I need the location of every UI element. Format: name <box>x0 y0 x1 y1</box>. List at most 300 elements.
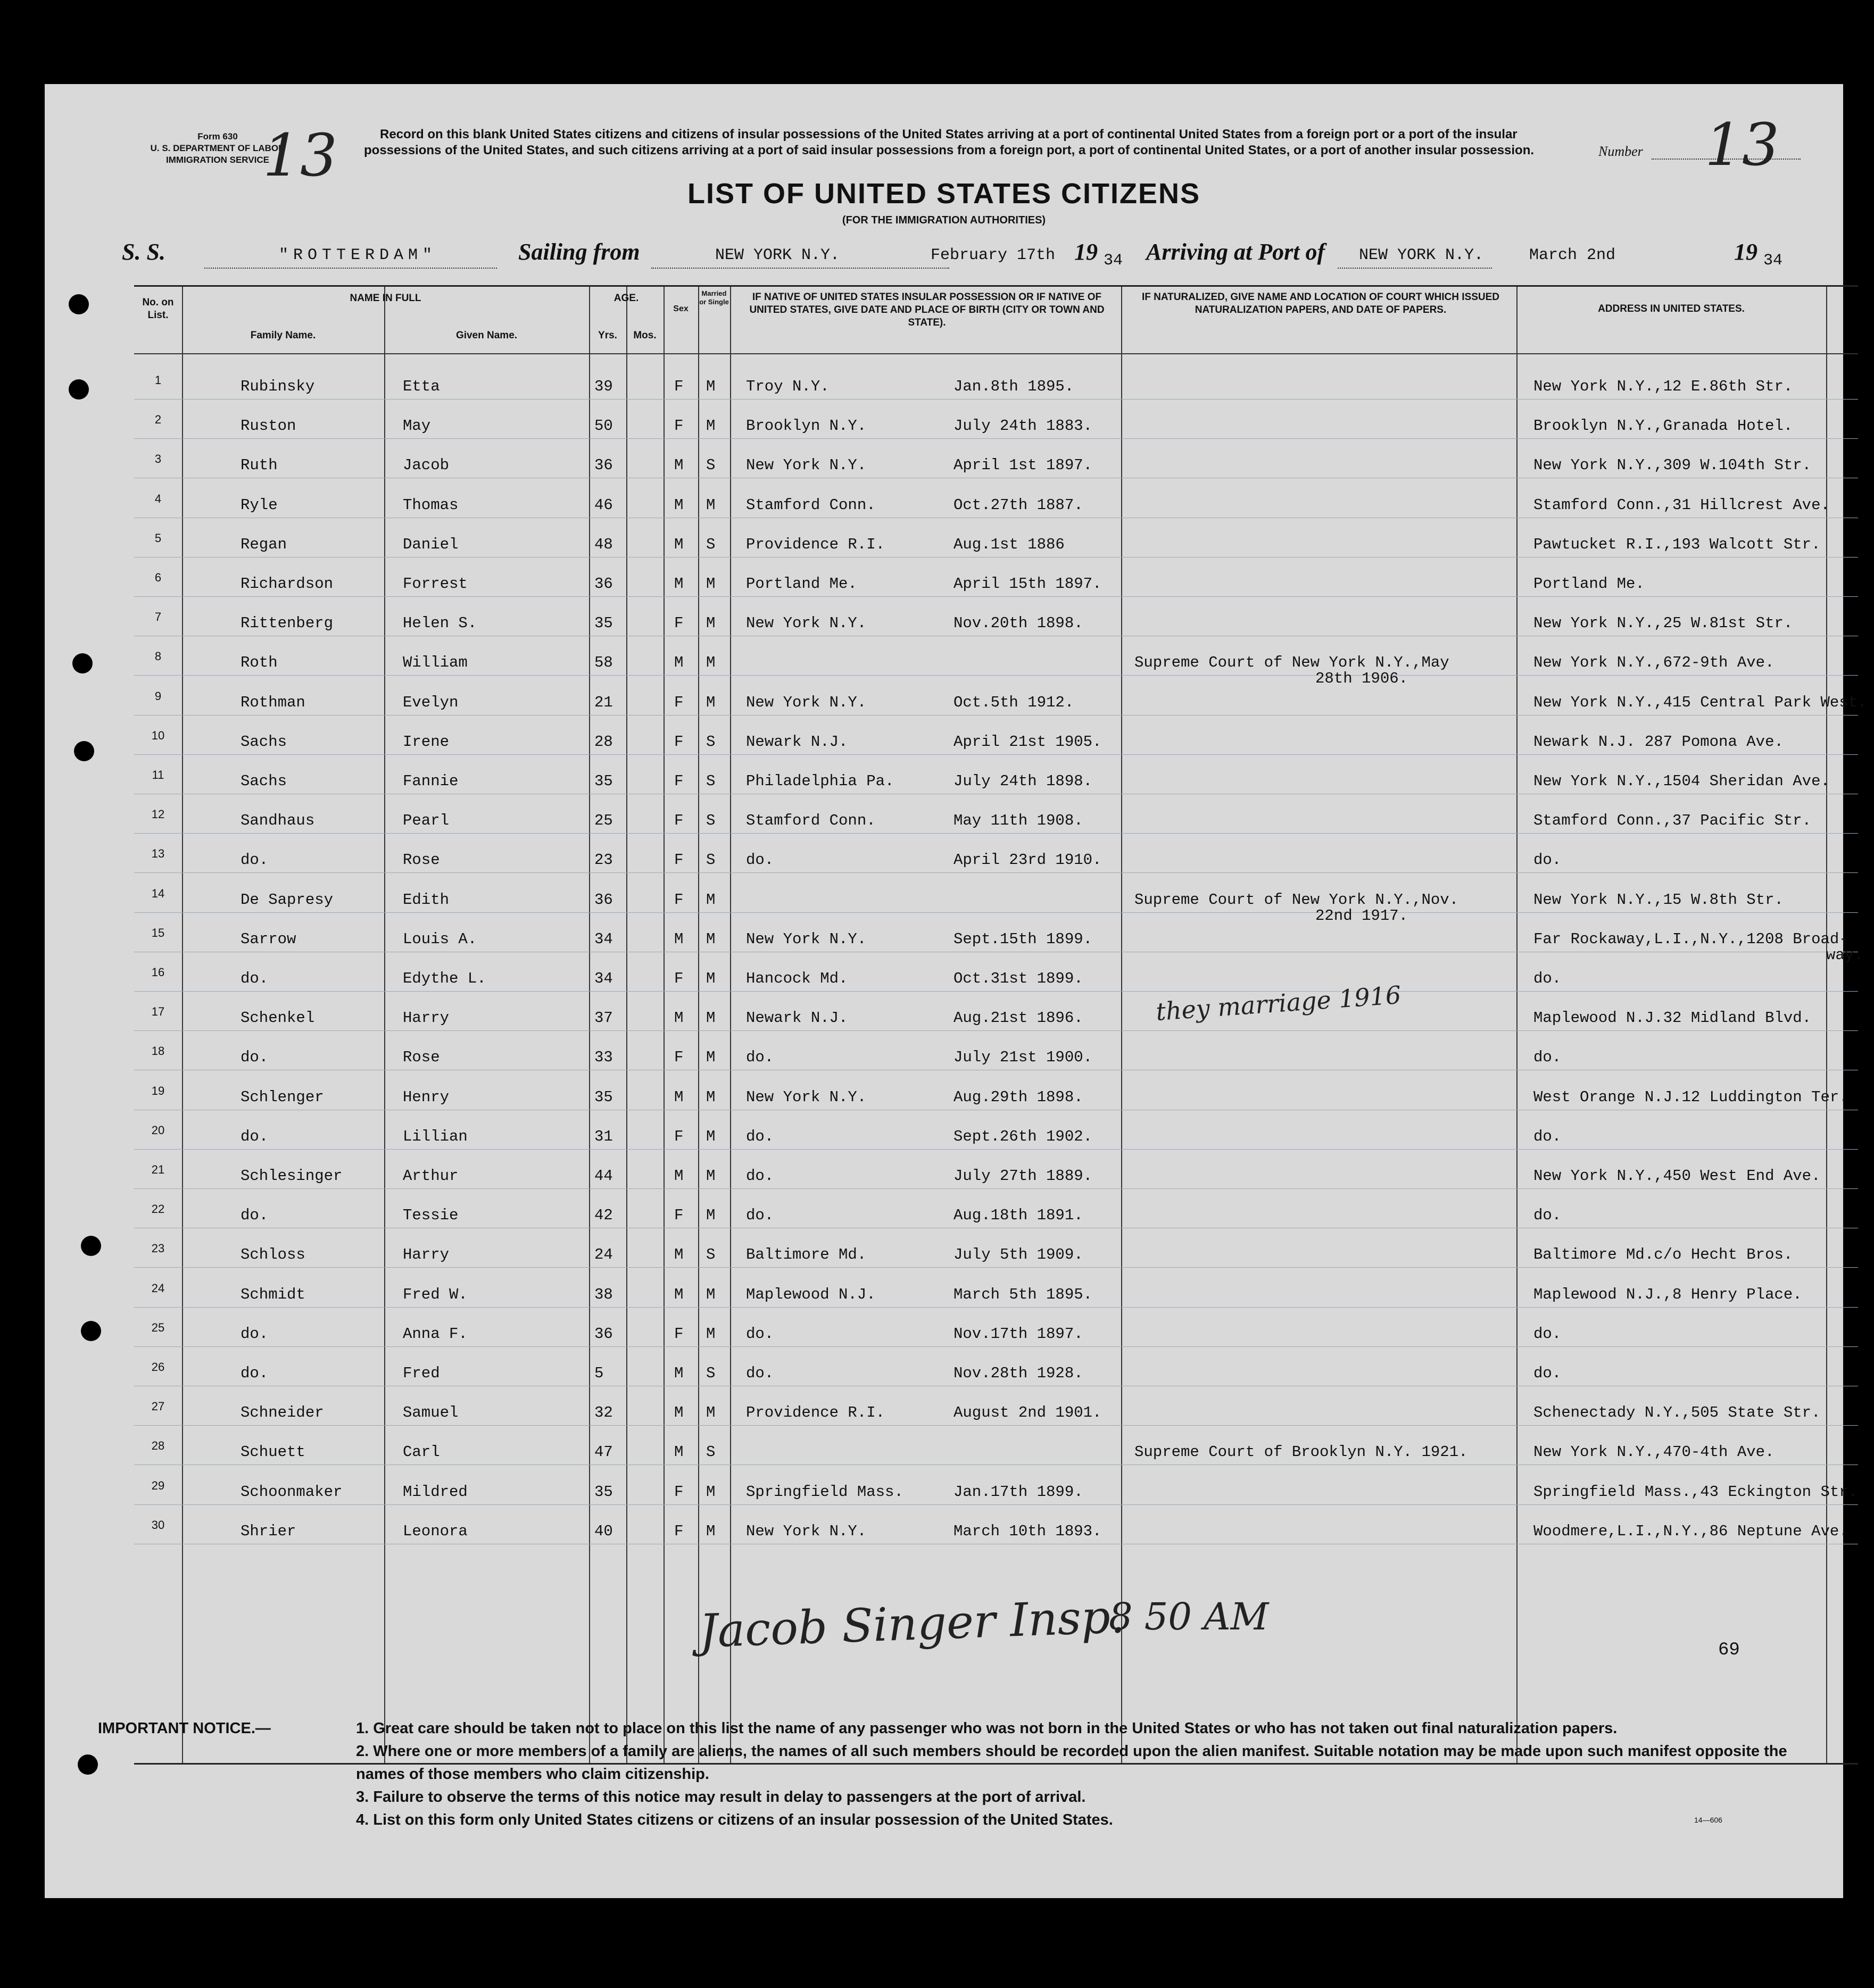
cell-family: Rothman <box>241 693 305 711</box>
arriving-port-line <box>1338 268 1492 269</box>
cell-family: Rubinsky <box>241 378 315 395</box>
col-divider <box>698 287 699 1763</box>
row-number: 16 <box>151 966 165 979</box>
cell-family: do. <box>241 970 269 987</box>
cell-family: Schuett <box>241 1443 305 1461</box>
cell-date: Sept.15th 1899. <box>953 930 1093 948</box>
cell-date: April 23rd 1910. <box>953 851 1102 869</box>
cell-date: Oct.27th 1887. <box>953 496 1083 514</box>
arriving-label: Arriving at Port of <box>1146 239 1325 265</box>
cell-ms: M <box>706 1167 716 1185</box>
cell-address: Stamford Conn.,37 Pacific Str. <box>1533 812 1812 830</box>
cell-ms: M <box>706 1404 716 1422</box>
col-divider <box>664 287 665 1763</box>
cell-place: Stamford Conn. <box>746 812 876 830</box>
cell-family: Sarrow <box>241 930 296 948</box>
row-number: 14 <box>151 886 165 900</box>
row-number: 9 <box>154 689 162 703</box>
header-address: ADDRESS IN UNITED STATES. <box>1598 303 1745 314</box>
cell-nat: Supreme Court of Brooklyn N.Y. 1921. <box>1134 1443 1468 1461</box>
cell-family: Schenkel <box>241 1009 315 1027</box>
row-number: 17 <box>151 1005 165 1019</box>
row-number: 10 <box>151 728 165 742</box>
cell-age: 35 <box>594 772 613 790</box>
header-naturalized: IF NATURALIZED, GIVE NAME AND LOCATION OF COURT WHICH ISSUED NATURALIZATION PAPERS, AND DATE OF PAPERS. <box>1141 292 1499 315</box>
cell-given: Irene <box>403 733 450 751</box>
sailing-year: 34 <box>1104 252 1123 270</box>
row-number: 13 <box>151 847 165 861</box>
cell-sex: F <box>674 891 684 909</box>
cell-given: Fred W. <box>403 1285 468 1303</box>
sailing-from: NEW YORK N.Y. <box>715 246 840 264</box>
row-number: 6 <box>154 571 162 584</box>
cell-ms: M <box>706 654 716 672</box>
row-rule <box>134 1425 1858 1426</box>
notice-item: 1. Great care should be taken not to place on this list the name of any passenger who was not born in the United States or who has not taken out final naturalization papers. <box>356 1720 1618 1737</box>
ship-name-line <box>204 268 497 269</box>
row-rule <box>134 754 1858 755</box>
cell-age: 23 <box>594 851 613 869</box>
cell-address: Baltimore Md.c/o Hecht Bros. <box>1533 1246 1793 1264</box>
cell-ms: S <box>706 1246 716 1264</box>
cell-sex: F <box>674 417 684 435</box>
row-number: 11 <box>152 768 164 781</box>
cell-given: Daniel <box>403 535 459 553</box>
arriving-year: 34 <box>1763 252 1783 270</box>
cell-place: New York N.Y. <box>746 1522 867 1540</box>
cell-sex: F <box>674 1522 684 1540</box>
row-number: 7 <box>154 610 162 624</box>
cell-ms: M <box>706 693 716 711</box>
header-divider <box>134 353 1858 354</box>
cell-sex: M <box>674 1009 684 1027</box>
header-mos: Mos. <box>633 330 657 341</box>
cell-age: 25 <box>594 812 613 830</box>
cell-age: 35 <box>594 1088 613 1106</box>
cell-ms: M <box>706 575 716 593</box>
handwritten-time: 8 50 AM <box>1109 1595 1269 1638</box>
cell-nat: Supreme Court of New York N.Y.,May <box>1134 654 1449 672</box>
row-number: 3 <box>154 452 162 466</box>
cell-place: Springfield Mass. <box>746 1483 903 1501</box>
cell-place: Philadelphia Pa. <box>746 772 894 790</box>
cell-ms: M <box>706 1009 716 1027</box>
cell-family: do. <box>241 1207 269 1225</box>
col-divider <box>626 287 627 1763</box>
row-rule <box>134 872 1858 873</box>
row-number: 19 <box>151 1084 165 1097</box>
row-rule <box>134 1346 1858 1347</box>
col-divider <box>1121 287 1122 1763</box>
cell-place: New York N.Y. <box>746 456 867 475</box>
cell-age: 38 <box>594 1285 613 1303</box>
cell-given: Rose <box>403 851 440 869</box>
cell-age: 33 <box>594 1049 613 1067</box>
cell-address: do. <box>1533 1325 1562 1343</box>
header-yrs: Yrs. <box>598 330 617 341</box>
binder-hole <box>69 379 89 400</box>
cell-date: Oct.5th 1912. <box>953 693 1074 711</box>
cell-age: 42 <box>594 1207 613 1225</box>
cell-given: Edythe L. <box>403 970 486 987</box>
cell-ms: S <box>706 535 716 553</box>
row-number: 12 <box>151 808 165 821</box>
cell-date: July 5th 1909. <box>953 1246 1083 1264</box>
cell-address: Maplewood N.J.,8 Henry Place. <box>1533 1285 1802 1303</box>
row-number: 8 <box>154 650 162 663</box>
passenger-table <box>134 285 1867 1765</box>
cell-address: West Orange N.J.12 Luddington Ter. <box>1533 1088 1848 1106</box>
binder-hole <box>74 741 94 761</box>
row-rule <box>134 399 1858 400</box>
cell-ms: M <box>706 1285 716 1303</box>
cell-place: Providence R.I. <box>746 535 885 553</box>
cell-age: 47 <box>594 1443 613 1461</box>
cell-family: Rittenberg <box>241 614 334 633</box>
row-number: 29 <box>151 1478 165 1492</box>
cell-given: Helen S. <box>403 614 477 633</box>
cell-ms: M <box>706 1325 716 1343</box>
cell-address: New York N.Y.,415 Central Park West. <box>1533 693 1867 711</box>
cell-address: New York N.Y.,25 W.81st Str. <box>1533 614 1793 633</box>
row-number: 26 <box>151 1360 165 1374</box>
sailing-label: Sailing from <box>518 239 640 265</box>
arriving-port: NEW YORK N.Y. <box>1359 246 1484 264</box>
cell-address: Portland Me. <box>1533 575 1645 593</box>
cell-ms: M <box>706 378 716 395</box>
cell-given: Fannie <box>403 772 459 790</box>
cell-sex: F <box>674 812 684 830</box>
cell-date: July 24th 1883. <box>953 417 1093 435</box>
col-divider <box>182 287 183 1763</box>
cell-age: 50 <box>594 417 613 435</box>
cell-sex: M <box>674 1088 684 1106</box>
cell-address: do. <box>1533 851 1562 869</box>
cell-sex: F <box>674 1483 684 1501</box>
row-number: 2 <box>154 413 162 427</box>
cell-given: Leonora <box>403 1522 468 1540</box>
cell-place: Newark N.J. <box>746 733 848 751</box>
cell-address: Brooklyn N.Y.,Granada Hotel. <box>1533 417 1793 435</box>
cell-age: 36 <box>594 575 613 593</box>
cell-age: 35 <box>594 614 613 633</box>
notice-item: 2. Where one or more members of a family are aliens, the names of all such members should be recorded upon the alien manifest. Suitable notation may be made upon such manifest opposite the names of those members who claim citizenship. <box>356 1743 1787 1783</box>
cell-date: May 11th 1908. <box>953 812 1083 830</box>
cell-date: Oct.31st 1899. <box>953 970 1083 987</box>
cell-sex: F <box>674 614 684 633</box>
cell-age: 24 <box>594 1246 613 1264</box>
cell-nat: Supreme Court of New York N.Y.,Nov. <box>1134 891 1459 909</box>
cell-family: Schlenger <box>241 1088 324 1106</box>
header-name-in-full: NAME IN FULL <box>350 293 421 304</box>
header-age: AGE. <box>613 293 639 304</box>
row-number: 27 <box>151 1400 165 1413</box>
row-rule <box>134 912 1858 913</box>
row-number: 28 <box>151 1439 165 1453</box>
header-no-on-list: No. on List. <box>142 297 174 321</box>
cell-date: Sept.26th 1902. <box>953 1127 1093 1145</box>
cell-family: Schmidt <box>241 1285 305 1303</box>
cell-sex: F <box>674 970 684 987</box>
cell-age: 34 <box>594 970 613 987</box>
cell-ms: M <box>706 417 716 435</box>
cell-given: Carl <box>403 1443 440 1461</box>
row-number: 5 <box>154 531 162 545</box>
cell-place: Providence R.I. <box>746 1404 885 1422</box>
cell-address: New York N.Y.,450 West End Ave. <box>1533 1167 1821 1185</box>
cell-family: Schloss <box>241 1246 305 1264</box>
cell-place: New York N.Y. <box>746 614 867 633</box>
cell-date: Aug.29th 1898. <box>953 1088 1083 1106</box>
cell-date: March 5th 1895. <box>953 1285 1093 1303</box>
cell-family: Sachs <box>241 733 287 751</box>
row-number: 4 <box>154 492 162 505</box>
cell-family: Schneider <box>241 1404 324 1422</box>
cell-family: Regan <box>241 535 287 553</box>
cell-given: Mildred <box>403 1483 468 1501</box>
cell-address: New York N.Y.,470-4th Ave. <box>1533 1443 1775 1461</box>
row-rule <box>134 675 1858 676</box>
cell-date: April 15th 1897. <box>953 575 1102 593</box>
row-rule <box>134 1030 1858 1031</box>
row-rule <box>134 991 1858 992</box>
row-rule <box>134 715 1858 716</box>
cell-given: Evelyn <box>403 693 459 711</box>
cell-age: 46 <box>594 496 613 514</box>
cell-sex: M <box>674 654 684 672</box>
cell-given: Louis A. <box>403 930 477 948</box>
ship-name: "ROTTERDAM" <box>279 246 437 264</box>
cell-age: 31 <box>594 1127 613 1145</box>
cell-given: Harry <box>403 1246 450 1264</box>
cell-date: August 2nd 1901. <box>953 1404 1102 1422</box>
cell-given: Jacob <box>403 456 450 475</box>
col-divider <box>589 287 590 1763</box>
cell-date: April 1st 1897. <box>953 456 1093 475</box>
cell-address: Schenectady N.Y.,505 State Str. <box>1533 1404 1821 1422</box>
cell-place: New York N.Y. <box>746 1088 867 1106</box>
row-rule <box>134 1504 1858 1505</box>
header-birth: IF NATIVE OF UNITED STATES INSULAR POSSESSION OR IF NATIVE OF UNITED STATES, GIVE DATE AND PLACE OF BIRTH (CITY OR TOWN AND STATE). <box>749 292 1105 328</box>
col-divider <box>384 287 385 1763</box>
cell-place: Newark N.J. <box>746 1009 848 1027</box>
cell-given: Lillian <box>403 1127 468 1145</box>
cell-ms: M <box>706 1483 716 1501</box>
cell-address: do. <box>1533 1049 1562 1067</box>
cell-sex: M <box>674 535 684 553</box>
cell-family: Roth <box>241 654 278 672</box>
cell-ms: M <box>706 970 716 987</box>
row-number: 25 <box>151 1320 165 1334</box>
cell-ms: M <box>706 1207 716 1225</box>
cell-address: New York N.Y.,672-9th Ave. <box>1533 654 1775 672</box>
cell-sex: M <box>674 1246 684 1264</box>
arriving-year-prefix: 19 <box>1734 239 1757 265</box>
cell-date: Jan.8th 1895. <box>953 378 1074 395</box>
handwritten-number-right: 13 <box>1705 111 1779 179</box>
cell-date: Aug.21st 1896. <box>953 1009 1083 1027</box>
cell-given: Fred <box>403 1365 440 1382</box>
row-rule <box>134 557 1858 558</box>
cell-family: do. <box>241 1127 269 1145</box>
row-rule <box>134 596 1858 597</box>
header-family-name: Family Name. <box>250 330 316 341</box>
cell-place: Stamford Conn. <box>746 496 876 514</box>
row-number: 20 <box>151 1123 165 1137</box>
cell-family: Ryle <box>241 496 278 514</box>
cell-family: Ruston <box>241 417 296 435</box>
cell-nat-continued: 22nd 1917. <box>1315 906 1408 925</box>
cell-given: Rose <box>403 1049 440 1067</box>
number-label: Number <box>1598 144 1643 159</box>
cell-place: do. <box>746 1365 774 1382</box>
cell-family: Sachs <box>241 772 287 790</box>
header-given-name: Given Name. <box>455 330 518 341</box>
cell-address: Springfield Mass.,43 Eckington Str. <box>1533 1483 1858 1501</box>
cell-ms: M <box>706 1522 716 1540</box>
cell-ms: S <box>706 812 716 830</box>
inspector-signature: Jacob Singer Insp. <box>698 1590 1126 1658</box>
row-rule <box>134 833 1858 834</box>
header-sex: Sex <box>673 304 689 313</box>
row-number: 22 <box>151 1202 165 1216</box>
cell-given: May <box>403 417 431 435</box>
cell-address: Woodmere,L.I.,N.Y.,86 Neptune Ave. <box>1533 1522 1848 1540</box>
row-rule <box>134 1307 1858 1308</box>
cell-address: New York N.Y.,1504 Sheridan Ave. <box>1533 772 1830 790</box>
binder-hole <box>78 1754 98 1775</box>
cell-given: Henry <box>403 1088 450 1106</box>
cell-age: 36 <box>594 1325 613 1343</box>
cell-family: Sandhaus <box>241 812 315 830</box>
cell-sex: F <box>674 733 684 751</box>
cell-age: 48 <box>594 535 613 553</box>
cell-place: do. <box>746 1325 774 1343</box>
cell-family: Shrier <box>241 1522 296 1540</box>
cell-ms: M <box>706 1088 716 1106</box>
cell-sex: F <box>674 693 684 711</box>
cell-place: do. <box>746 1207 774 1225</box>
page-subtitle: (FOR THE IMMIGRATION AUTHORITIES) <box>842 214 1046 226</box>
cell-family: De Sapresy <box>241 891 334 909</box>
cell-sex: M <box>674 1443 684 1461</box>
cell-address: Maplewood N.J.32 Midland Blvd. <box>1533 1009 1812 1027</box>
cell-ms: S <box>706 456 716 475</box>
row-number: 24 <box>151 1281 165 1295</box>
cell-given: Thomas <box>403 496 459 514</box>
cell-family: do. <box>241 1365 269 1382</box>
cell-place: do. <box>746 851 774 869</box>
sailing-date: February 17th <box>931 246 1056 264</box>
handwritten-number-left: 13 <box>263 121 337 189</box>
row-number: 23 <box>151 1242 165 1255</box>
cell-address: do. <box>1533 1365 1562 1382</box>
marriage-note: they marriage 1916 <box>1155 980 1402 1027</box>
cell-sex: M <box>674 575 684 593</box>
cell-address: Far Rockaway,L.I.,N.Y.,1208 Broad- <box>1533 930 1848 948</box>
cell-sex: F <box>674 1207 684 1225</box>
cell-sex: M <box>674 1365 684 1382</box>
cell-family: Schlesinger <box>241 1167 343 1185</box>
cell-ms: S <box>706 733 716 751</box>
cell-sex: F <box>674 1325 684 1343</box>
sailing-year-prefix: 19 <box>1074 239 1098 265</box>
cell-place: New York N.Y. <box>746 930 867 948</box>
cell-place: New York N.Y. <box>746 693 867 711</box>
cell-date: July 21st 1900. <box>953 1049 1093 1067</box>
cell-sex: F <box>674 378 684 395</box>
cell-age: 36 <box>594 891 613 909</box>
cell-given: Tessie <box>403 1207 459 1225</box>
cell-address: do. <box>1533 970 1562 987</box>
cell-ms: M <box>706 1049 716 1067</box>
cell-age: 44 <box>594 1167 613 1185</box>
cell-date: March 10th 1893. <box>953 1522 1102 1540</box>
cell-ms: M <box>706 496 716 514</box>
cell-address: New York N.Y.,309 W.104th Str. <box>1533 456 1812 475</box>
cell-age: 39 <box>594 378 613 395</box>
row-number: 18 <box>151 1044 165 1058</box>
cell-age: 37 <box>594 1009 613 1027</box>
cell-given: Edith <box>403 891 450 909</box>
cell-age: 32 <box>594 1404 613 1422</box>
cell-date: July 24th 1898. <box>953 772 1093 790</box>
cell-sex: M <box>674 496 684 514</box>
cell-ms: S <box>706 772 716 790</box>
cell-sex: M <box>674 456 684 475</box>
cell-ms: M <box>706 930 716 948</box>
row-rule <box>134 1149 1858 1150</box>
cell-sex: M <box>674 1167 684 1185</box>
cell-age: 28 <box>594 733 613 751</box>
cell-ms: S <box>706 1365 716 1382</box>
cell-family: do. <box>241 1325 269 1343</box>
cell-given: Pearl <box>403 812 450 830</box>
page-title: LIST OF UNITED STATES CITIZENS <box>687 178 1200 210</box>
cell-given: Etta <box>403 378 440 395</box>
cell-sex: M <box>674 1285 684 1303</box>
cell-sex: M <box>674 930 684 948</box>
cell-family: Richardson <box>241 575 334 593</box>
notice-item: 4. List on this form only United States citizens or citizens of an insular possession of the United States. <box>356 1811 1113 1828</box>
cell-given: Harry <box>403 1009 450 1027</box>
row-number: 30 <box>151 1518 165 1532</box>
binder-hole <box>72 653 93 673</box>
cell-age: 21 <box>594 693 613 711</box>
sailing-from-line <box>651 268 949 269</box>
cell-address: New York N.Y.,12 E.86th Str. <box>1533 378 1793 395</box>
form-code: 14—606 <box>1694 1816 1722 1824</box>
cell-date: April 21st 1905. <box>953 733 1102 751</box>
manifest-page <box>45 84 1867 1898</box>
cell-given: Arthur <box>403 1167 459 1185</box>
cell-given: Samuel <box>403 1404 459 1422</box>
cell-ms: S <box>706 851 716 869</box>
cell-place: Maplewood N.J. <box>746 1285 876 1303</box>
cell-age: 36 <box>594 456 613 475</box>
cell-given: William <box>403 654 468 672</box>
cell-place: do. <box>746 1167 774 1185</box>
cell-address: Stamford Conn.,31 Hillcrest Ave. <box>1533 496 1830 514</box>
cell-family: do. <box>241 851 269 869</box>
cell-date: Jan.17th 1899. <box>953 1483 1083 1501</box>
cell-sex: F <box>674 772 684 790</box>
cell-sex: F <box>674 851 684 869</box>
header-married-single: Married or Single <box>699 289 729 306</box>
cell-ms: M <box>706 614 716 633</box>
cell-address: New York N.Y.,15 W.8th Str. <box>1533 891 1784 909</box>
department-name: U. S. DEPARTMENT OF LABOR <box>150 143 285 153</box>
